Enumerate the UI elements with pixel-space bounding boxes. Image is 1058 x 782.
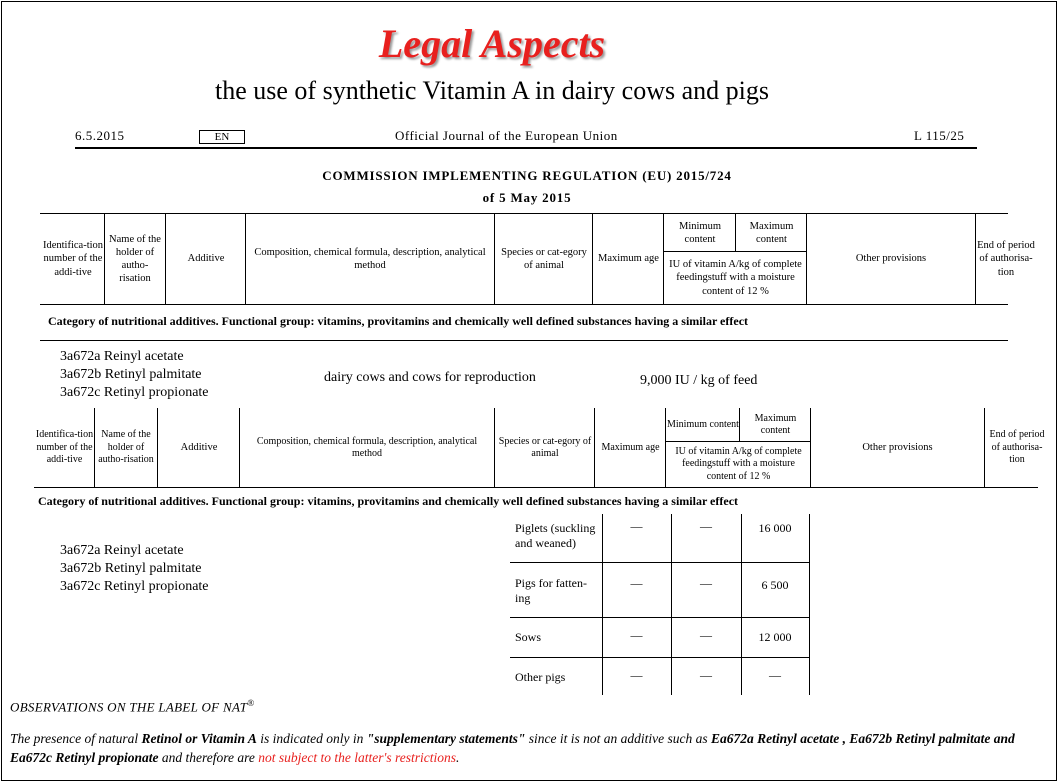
t1-header-id: Identifica-tion number of the addi-tive — [42, 240, 104, 278]
pig-row-2-species: Pigs for fatten-ing — [515, 576, 587, 605]
pigs-additive-2: 3a672b Retinyl palmitate — [60, 561, 202, 576]
cows-additive-3: 3a672c Retinyl propionate — [60, 385, 209, 400]
t1-category-row: Category of nutritional additives. Functional group: vitamins, provitamins and chemically well defined substances having a similar effect — [48, 314, 749, 328]
oj-journal-name: Official Journal of the European Union — [395, 128, 618, 143]
t1-header-species: Species or cat-egory of animal — [501, 246, 587, 271]
t2-header-max-age: Maximum age — [601, 441, 660, 453]
pig-row-4-max-age: — — [630, 668, 643, 682]
t1-header-max-age: Maximum age — [598, 253, 659, 265]
page-subtitle: the use of synthetic Vitamin A in dairy cows and pigs — [215, 76, 769, 105]
cows-species: dairy cows and cows for reproduction — [324, 370, 536, 385]
pig-row-3-max-age: — — [630, 628, 643, 642]
t1-header-max: Maximum content — [749, 220, 794, 245]
t2-category-row: Category of nutritional additives. Functional group: vitamins, provitamins and chemically well defined substances having a similar effect — [38, 494, 739, 508]
t2-header-max: Maximum content — [754, 412, 797, 436]
t2-header-min: Minimum content — [667, 418, 739, 430]
pig-row-1-min: — — [700, 519, 712, 533]
t1-header-min: Minimum content — [678, 220, 721, 245]
pig-row-2-max-age: — — [630, 576, 643, 590]
pigs-additive-1: 3a672a Reinyl acetate — [60, 543, 184, 558]
pig-row-1-max-age: — — [630, 519, 643, 533]
t1-header-other: Other provisions — [855, 253, 927, 265]
oj-lang-badge: EN — [199, 130, 245, 144]
pig-row-1-max: 16 000 — [758, 521, 792, 535]
t1-header-iu-note: IU of vitamin A/kg of complete feedingstuff with a moisture content of 12 % — [669, 259, 802, 297]
page-title: Legal Aspects — [378, 21, 606, 66]
oj-divider — [75, 147, 977, 149]
cows-dose: 9,000 IU / kg of feed — [640, 373, 758, 388]
pig-row-2-min: — — [700, 576, 712, 590]
observations-text: The presence of natural Retinol or Vitamin A is indicated only in "supplementary statements" since it is not an additive such as Ea672a Retinyl acetate , Ea672b Retinyl palmitate and Ea672c Retinyl propionate and therefore are not subject to the latter's restrictions. — [10, 731, 1015, 765]
pig-row-3-species: Sows — [515, 630, 542, 644]
document-frame — [1, 1, 1057, 781]
t2-header-composition: Composition, chemical formula, description, analytical method — [256, 435, 478, 459]
regulation-title: COMMISSION IMPLEMENTING REGULATION (EU) 2015/724 — [322, 168, 732, 183]
pig-row-4-max: — — [769, 668, 781, 682]
t2-header-end: End of period of authorisa-tion — [989, 429, 1045, 466]
t2-header-additive: Additive — [180, 442, 218, 454]
pig-row-2-max: 6 500 — [761, 578, 789, 592]
pig-row-1-species: Piglets (suckling and weaned) — [515, 521, 596, 550]
t1-header-composition: Composition, chemical formula, description, analytical method — [254, 246, 486, 271]
cows-additive-1: 3a672a Reinyl acetate — [60, 349, 184, 364]
pig-row-3-min: — — [700, 628, 712, 642]
t2-header-id: Identifica-tion number of the addi-tive — [35, 429, 94, 466]
regulation-date: of 5 May 2015 — [482, 190, 572, 205]
restriction-note: not subject to the latter's restrictions — [258, 749, 456, 765]
pig-row-4-min: — — [700, 668, 712, 682]
t1-header-holder: Name of the holder of autho-risation — [109, 233, 161, 285]
pig-row-4-species: Other pigs — [515, 670, 566, 684]
t2-header-holder: Name of the holder of autho-risation — [98, 429, 154, 466]
t2-header-other: Other provisions — [862, 442, 933, 454]
cows-additive-2: 3a672b Retinyl palmitate — [60, 367, 202, 382]
oj-ref: L 115/25 — [914, 128, 965, 143]
observations-title: OBSERVATIONS ON THE LABEL OF NAT® — [10, 698, 255, 715]
pig-row-3-max: 12 000 — [758, 630, 792, 644]
t2-header-iu-note: IU of vitamin A/kg of complete feedingstuff with a moisture content of 12 % — [675, 445, 802, 482]
pigs-additive-3: 3a672c Retinyl propionate — [60, 579, 209, 594]
t1-header-end: End of period of authorisa-tion — [977, 240, 1035, 278]
t1-header-additive: Additive — [187, 253, 225, 265]
oj-date: 6.5.2015 — [75, 128, 125, 143]
t2-header-species: Species or cat-egory of animal — [498, 435, 592, 459]
t1-category-divider — [40, 340, 1008, 341]
